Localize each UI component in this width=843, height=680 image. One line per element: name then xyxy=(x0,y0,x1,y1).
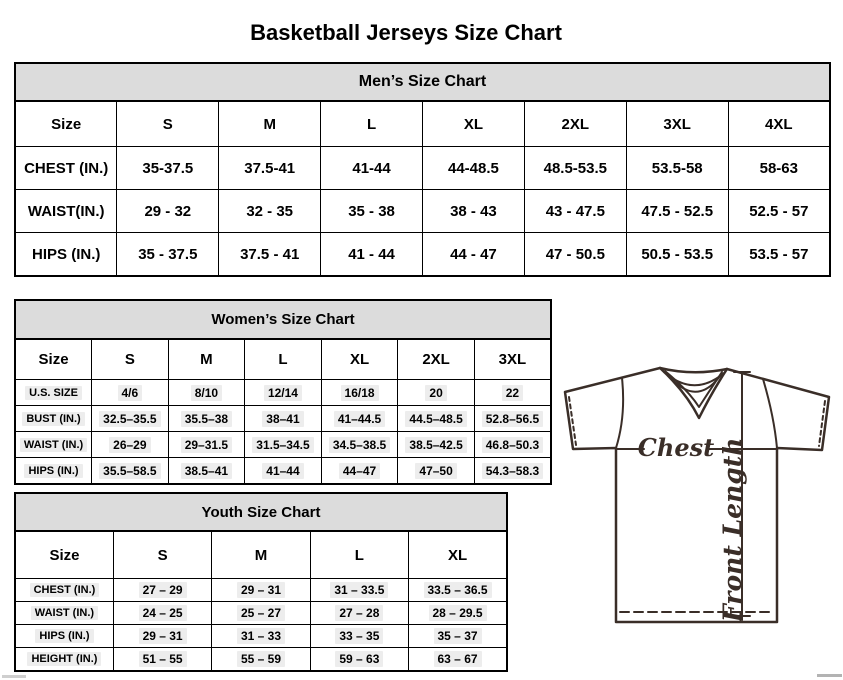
cell-text: 32.5–35.5 xyxy=(99,411,160,427)
column-header: S xyxy=(92,339,169,380)
size-cell xyxy=(92,458,169,485)
cell-text: 28 – 29.5 xyxy=(429,605,487,621)
cell-text: 44–47 xyxy=(339,463,380,479)
column-header: L xyxy=(321,101,423,147)
cell-text: U.S. SIZE xyxy=(25,386,82,400)
size-cell xyxy=(409,579,507,602)
column-header: M xyxy=(219,101,321,147)
column-header: S xyxy=(117,101,219,147)
size-cell xyxy=(92,380,169,406)
table-title: Youth Size Chart xyxy=(15,493,507,531)
size-cell xyxy=(398,432,475,458)
column-header: M xyxy=(168,339,245,380)
cell-text: 38.5–41 xyxy=(181,463,232,479)
table-row xyxy=(15,233,830,277)
size-cell xyxy=(321,432,398,458)
row-label xyxy=(15,648,113,672)
column-header: 2XL xyxy=(398,339,475,380)
cell-text: 41–44 xyxy=(262,463,303,479)
cell-text: 27 – 29 xyxy=(139,582,187,598)
cell-text: WAIST (IN.) xyxy=(31,606,98,620)
cell-text: 20 xyxy=(425,385,446,401)
size-cell xyxy=(212,579,310,602)
table-row xyxy=(15,625,507,648)
cell-text: 54.3–58.3 xyxy=(482,463,543,479)
size-cell xyxy=(113,579,211,602)
cell-text: 52.8–56.5 xyxy=(482,411,543,427)
cell-text: 29 – 31 xyxy=(237,582,285,598)
size-cell xyxy=(245,406,322,432)
size-cell: 37.5-41 xyxy=(219,147,321,190)
table-row xyxy=(15,190,830,233)
column-header: XL xyxy=(321,339,398,380)
size-cell xyxy=(92,406,169,432)
size-cell: 50.5 - 53.5 xyxy=(626,233,728,277)
cell-text: 22 xyxy=(502,385,523,401)
table-row xyxy=(15,579,507,602)
table-row xyxy=(15,147,830,190)
cell-text: HIPS (IN.) xyxy=(24,464,82,478)
youth-size-table xyxy=(14,492,508,672)
page-title: Basketball Jerseys Size Chart xyxy=(250,19,562,45)
size-cell xyxy=(245,432,322,458)
cell-text: 63 – 67 xyxy=(434,651,482,667)
row-label xyxy=(15,406,92,432)
cell-text: CHEST (IN.) xyxy=(30,583,100,597)
size-cell xyxy=(168,406,245,432)
row-label xyxy=(15,380,92,406)
size-cell xyxy=(212,625,310,648)
size-cell: 58-63 xyxy=(728,147,830,190)
size-cell: 47.5 - 52.5 xyxy=(626,190,728,233)
size-cell xyxy=(398,458,475,485)
column-header: 3XL xyxy=(626,101,728,147)
size-cell xyxy=(321,406,398,432)
jersey-outline xyxy=(565,368,829,622)
cell-text: 47–50 xyxy=(415,463,456,479)
collar-back-arc-2 xyxy=(668,375,720,392)
size-cell: 41 - 44 xyxy=(321,233,423,277)
front-length-label: Front Length xyxy=(718,437,747,622)
table-title: Women’s Size Chart xyxy=(15,300,551,339)
size-cell xyxy=(212,648,310,672)
size-cell: 53.5-58 xyxy=(626,147,728,190)
column-header: L xyxy=(310,531,408,579)
size-cell: 35-37.5 xyxy=(117,147,219,190)
size-cell xyxy=(321,458,398,485)
cell-text: 31.5–34.5 xyxy=(252,437,313,453)
table-row xyxy=(15,648,507,672)
size-cell: 44-48.5 xyxy=(423,147,525,190)
cell-text: 38–41 xyxy=(262,411,303,427)
column-header: 4XL xyxy=(728,101,830,147)
size-cell xyxy=(113,602,211,625)
cell-text: 35.5–58.5 xyxy=(99,463,160,479)
cell-text: 26–29 xyxy=(109,437,150,453)
cell-text: 33.5 – 36.5 xyxy=(424,582,492,598)
cell-text: 29 – 31 xyxy=(139,628,187,644)
size-cell xyxy=(398,380,475,406)
size-cell: 38 - 43 xyxy=(423,190,525,233)
column-header: M xyxy=(212,531,310,579)
size-cell xyxy=(474,432,551,458)
womens-size-table xyxy=(14,299,552,485)
column-header: 2XL xyxy=(524,101,626,147)
column-header: L xyxy=(245,339,322,380)
column-header: XL xyxy=(423,101,525,147)
size-cell xyxy=(113,648,211,672)
cell-text: 31 – 33 xyxy=(237,628,285,644)
size-cell: 52.5 - 57 xyxy=(728,190,830,233)
cell-text: HIPS (IN.) xyxy=(35,629,93,643)
cell-text: 8/10 xyxy=(191,385,222,401)
row-label: WAIST(IN.) xyxy=(15,190,117,233)
size-cell xyxy=(168,380,245,406)
size-cell xyxy=(321,380,398,406)
right-sleeve-seam xyxy=(763,379,777,448)
cell-text: 51 – 55 xyxy=(139,651,187,667)
size-cell xyxy=(310,625,408,648)
size-cell xyxy=(212,602,310,625)
size-cell: 37.5 - 41 xyxy=(219,233,321,277)
size-cell: 53.5 - 57 xyxy=(728,233,830,277)
size-cell xyxy=(409,648,507,672)
table-row xyxy=(15,406,551,432)
size-cell xyxy=(245,458,322,485)
size-cell: 29 - 32 xyxy=(117,190,219,233)
row-label xyxy=(15,432,92,458)
womens-size-chart-section xyxy=(14,299,552,485)
cell-text: 55 – 59 xyxy=(237,651,285,667)
table-row xyxy=(15,458,551,485)
cell-text: 4/6 xyxy=(118,385,143,401)
table-row xyxy=(15,380,551,406)
size-cell: 47 - 50.5 xyxy=(524,233,626,277)
cell-text: 38.5–42.5 xyxy=(405,437,466,453)
size-cell xyxy=(398,406,475,432)
column-header: XL xyxy=(409,531,507,579)
size-cell xyxy=(245,380,322,406)
cell-text: 44.5–48.5 xyxy=(405,411,466,427)
youth-size-chart-section xyxy=(14,492,508,672)
mens-size-table xyxy=(14,62,831,277)
row-label: CHEST (IN.) xyxy=(15,147,117,190)
size-cell: 43 - 47.5 xyxy=(524,190,626,233)
size-cell xyxy=(409,625,507,648)
left-sleeve-seam xyxy=(616,378,623,448)
size-cell: 32 - 35 xyxy=(219,190,321,233)
column-header: Size xyxy=(15,339,92,380)
column-header: 3XL xyxy=(474,339,551,380)
size-cell: 48.5-53.5 xyxy=(524,147,626,190)
cell-text: HEIGHT (IN.) xyxy=(27,652,101,666)
cell-text: 29–31.5 xyxy=(181,437,232,453)
cell-text: BUST (IN.) xyxy=(22,412,84,426)
cell-text: 31 – 33.5 xyxy=(330,582,388,598)
cell-text: 35 – 37 xyxy=(434,628,482,644)
size-cell: 35 - 38 xyxy=(321,190,423,233)
table-row xyxy=(15,602,507,625)
horizontal-scrollbar-fragment-right[interactable] xyxy=(817,674,842,677)
cell-text: WAIST (IN.) xyxy=(20,438,87,452)
size-cell xyxy=(474,380,551,406)
size-cell xyxy=(310,579,408,602)
cell-text: 33 – 35 xyxy=(335,628,383,644)
cell-text: 34.5–38.5 xyxy=(329,437,390,453)
size-cell xyxy=(409,602,507,625)
cell-text: 46.8–50.3 xyxy=(482,437,543,453)
size-cell: 41-44 xyxy=(321,147,423,190)
cell-text: 24 – 25 xyxy=(139,605,187,621)
table-row xyxy=(15,432,551,458)
size-cell xyxy=(168,432,245,458)
size-cell: 44 - 47 xyxy=(423,233,525,277)
horizontal-scrollbar-fragment-left[interactable] xyxy=(2,675,26,678)
cell-text: 59 – 63 xyxy=(335,651,383,667)
column-header: S xyxy=(113,531,211,579)
row-label xyxy=(15,602,113,625)
size-cell: 35 - 37.5 xyxy=(117,233,219,277)
size-cell xyxy=(92,432,169,458)
row-label xyxy=(15,579,113,602)
chest-label: Chest xyxy=(637,433,715,462)
row-label: HIPS (IN.) xyxy=(15,233,117,277)
cell-text: 41–44.5 xyxy=(334,411,385,427)
table-title: Men’s Size Chart xyxy=(15,63,830,101)
size-cell xyxy=(113,625,211,648)
cell-text: 16/18 xyxy=(341,385,379,401)
jersey-measurement-diagram xyxy=(552,356,840,680)
size-cell xyxy=(310,648,408,672)
column-header: Size xyxy=(15,531,113,579)
row-label xyxy=(15,458,92,485)
cell-text: 25 – 27 xyxy=(237,605,285,621)
size-cell xyxy=(474,458,551,485)
cell-text: 12/14 xyxy=(264,385,302,401)
size-cell xyxy=(474,406,551,432)
cell-text: 35.5–38 xyxy=(181,411,232,427)
cell-text: 27 – 28 xyxy=(335,605,383,621)
row-label xyxy=(15,625,113,648)
size-cell xyxy=(168,458,245,485)
column-header: Size xyxy=(15,101,117,147)
size-cell xyxy=(310,602,408,625)
mens-size-chart-section xyxy=(14,62,831,277)
